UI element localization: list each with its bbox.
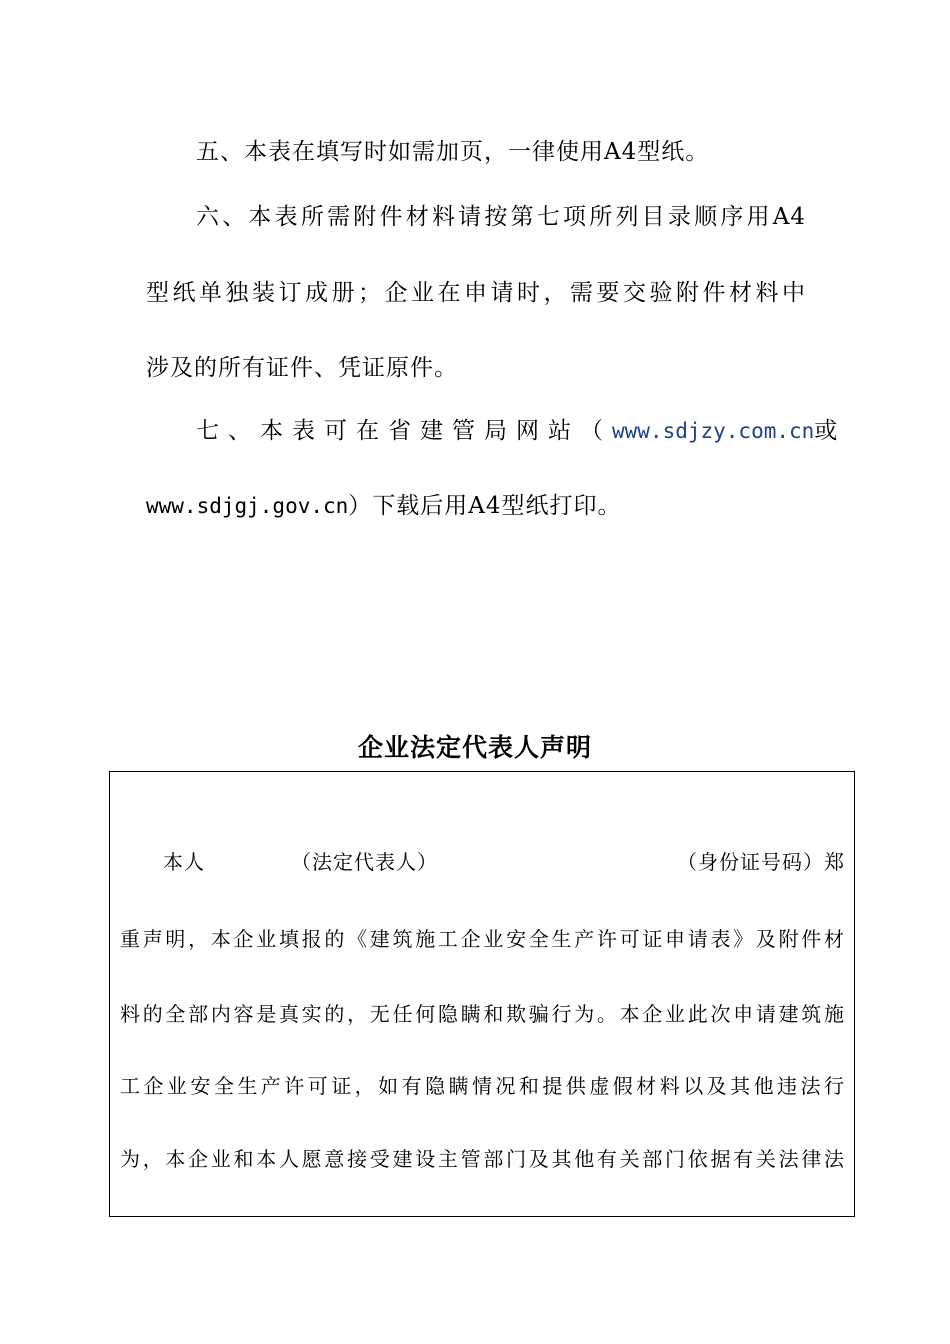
declaration-line-3-text: 料的全部内容是真实的，无任何隐瞒和欺骗行为。本企业此次申请建筑施 — [120, 1002, 845, 1026]
website-link-sdjzy[interactable]: www.sdjzy.com.cn — [612, 419, 815, 443]
instruction-item-6-line-3 — [146, 353, 458, 383]
instruction-item-5 — [196, 137, 709, 167]
declaration-line-3 — [120, 1000, 845, 1028]
instruction-item-6-line-2 — [146, 278, 806, 308]
instruction-item-6-text-3: 涉及的所有证件、凭证原件。 — [146, 355, 458, 381]
declaration-line-1-rep: （法定代表人） — [291, 850, 438, 874]
declaration-line-1-start: 本人 — [163, 850, 205, 874]
instruction-item-7-prefix: 七、本表可在省建管局网站（ — [196, 418, 612, 444]
declaration-box — [109, 771, 855, 1217]
instruction-item-6-line-1 — [196, 202, 806, 232]
instruction-item-7-or: 或 — [814, 418, 839, 444]
declaration-line-2-text: 重声明，本企业填报的《建筑施工企业安全生产许可证申请表》及附件材 — [120, 927, 845, 951]
declaration-line-5 — [120, 1145, 845, 1173]
instruction-item-6-text-2: 型纸单独装订成册；企业在申请时，需要交验附件材料中 — [146, 280, 806, 306]
declaration-line-1-id: （身份证号码）郑 — [677, 850, 845, 874]
instruction-item-6-text-1: 六、本表所需附件材料请按第七项所列目录顺序用A4 — [196, 204, 806, 230]
instruction-item-7-line-2 — [146, 491, 622, 521]
declaration-line-2 — [120, 925, 845, 953]
declaration-line-5-text: 为，本企业和本人愿意接受建设主管部门及其他有关部门依据有关法律法 — [120, 1147, 845, 1171]
instruction-item-7-line-1 — [196, 416, 839, 446]
declaration-title: 企业法定代表人声明 — [357, 733, 592, 762]
declaration-line-4 — [120, 1072, 845, 1100]
website-text-sdjgj: www.sdjgj.gov.cn — [146, 494, 349, 518]
declaration-line-4-text: 工企业安全生产许可证，如有隐瞒情况和提供虚假材料以及其他违法行 — [120, 1074, 845, 1098]
instruction-item-5-text: 五、本表在填写时如需加页，一律使用A4型纸。 — [196, 139, 710, 165]
instruction-item-7-suffix: ）下载后用A4型纸打印。 — [348, 493, 622, 519]
